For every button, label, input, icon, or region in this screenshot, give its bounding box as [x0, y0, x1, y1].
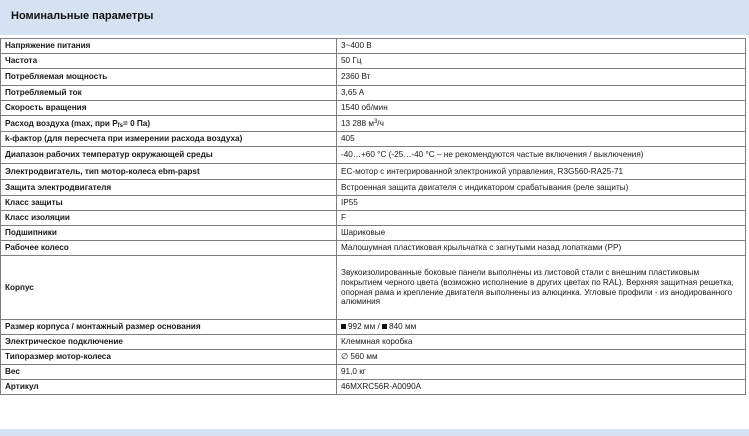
row-value: F [337, 211, 746, 226]
row-value: 405 [337, 132, 746, 147]
table-row [1, 180, 746, 196]
table-row [1, 226, 746, 241]
row-value: 2360 Вт [337, 69, 746, 86]
table-row [1, 350, 746, 365]
row-label: Рабочее колесо [1, 241, 337, 256]
row-value: -40…+60 °C (-25…-40 °C – не рекомендуются частые включения / выключения) [337, 147, 746, 164]
row-value: 46MXRC56R-A0090A [337, 380, 746, 395]
row-label: Класс изоляции [1, 211, 337, 226]
filled-square-icon [382, 324, 387, 329]
row-label: Размер корпуса / монтажный размер основания [1, 320, 337, 335]
row-value: Шариковые [337, 226, 746, 241]
row-label: Артикул [1, 380, 337, 395]
row-label: Класс защиты [1, 196, 337, 211]
row-label: Подшипники [1, 226, 337, 241]
table-row [1, 256, 746, 320]
table-row [1, 69, 746, 86]
table-row [1, 380, 746, 395]
row-label: Защита электродвигателя [1, 180, 337, 196]
section-header [0, 0, 749, 35]
row-label: Расход воздуха (max, при $P_{fs}= 0$ Па) [1, 116, 337, 132]
row-label: Диапазон рабочих температур окружающей среды [1, 147, 337, 164]
row-label: Типоразмер мотор-колеса [1, 350, 337, 365]
table-row [1, 241, 746, 256]
row-value: ∅ 560 мм [337, 350, 746, 365]
footer-band [0, 429, 749, 436]
row-label: Корпус [1, 256, 337, 320]
row-value: 1540 об/мин [337, 101, 746, 116]
specs-table [0, 38, 746, 395]
table-row [1, 147, 746, 164]
row-label: Электрическое подключение [1, 335, 337, 350]
row-value: 50 Гц [337, 54, 746, 69]
row-label: Скорость вращения [1, 101, 337, 116]
row-value: 992 мм / 840 мм [337, 320, 746, 335]
row-label: k-фактор (для пересчета при измерении расхода воздуха) [1, 132, 337, 147]
filled-square-icon [341, 324, 346, 329]
table-row [1, 101, 746, 116]
table-row [1, 335, 746, 350]
row-value: EC-мотор с интегрированной электроникой управления, R3G560-RA25-71 [337, 164, 746, 180]
row-value: 3~400 В [337, 39, 746, 54]
row-value: Малошумная пластиковая крыльчатка с загнутыми назад лопатками (PP) [337, 241, 746, 256]
section-title: Номинальные параметры [11, 10, 154, 22]
table-row [1, 365, 746, 380]
row-label: Электродвигатель, тип мотор-колеса ebm-papst [1, 164, 337, 180]
row-value: Встроенная защита двигателя с индикатором срабатывания (реле защиты) [337, 180, 746, 196]
table-row [1, 132, 746, 147]
table-row [1, 86, 746, 101]
table-row [1, 164, 746, 180]
table-row [1, 116, 746, 132]
table-row [1, 196, 746, 211]
table-row [1, 211, 746, 226]
table-row [1, 39, 746, 54]
row-value: 91,0 кг [337, 365, 746, 380]
row-value: 3,65 A [337, 86, 746, 101]
row-label: Вес [1, 365, 337, 380]
row-label: Потребляемая мощность [1, 69, 337, 86]
table-row [1, 54, 746, 69]
row-value: IP55 [337, 196, 746, 211]
row-value: Клеммная коробка [337, 335, 746, 350]
row-label: Напряжение питания [1, 39, 337, 54]
table-row [1, 320, 746, 335]
row-label: Частота [1, 54, 337, 69]
row-value: 13 288 $м^3/ч$ [337, 116, 746, 132]
row-value: Звукоизолированные боковые панели выполнены из листовой стали с внешним пластиковым покрытием черного цвета (возможно исполнение в других цветах по RAL). Верхняя защитная решетка, опорная рама и крепление двигателя выполнены из алюцинка. Угловые профили - из анодированного алюминия [337, 256, 746, 320]
row-label: Потребляемый ток [1, 86, 337, 101]
